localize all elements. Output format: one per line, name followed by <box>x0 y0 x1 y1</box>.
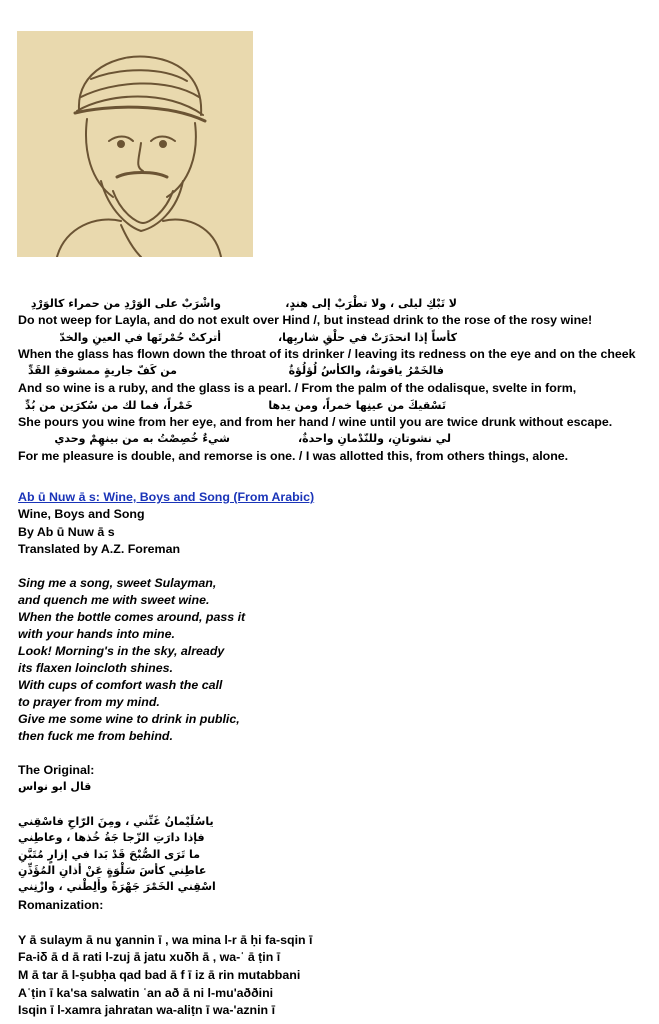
romanization-line: Fa-iδ ā d ā rati l-zuj ā jatu xuδh ā , wa-ʿ ā ṭin ī <box>18 950 281 964</box>
poem-arabic-1-left: واشْرَبْ على الوَرْدِ من حمراء كالوَرْدِ <box>30 297 221 310</box>
original-line: عاطِني كأسَ سَلْوَةٍ عَنْ أذانِ المُؤَذِّنِ <box>18 864 207 877</box>
poem-arabic-4-right: تَسْقيكَ من عينِها خمراً، ومن يدها <box>268 399 446 412</box>
original-line: اسْقِني الخَمْرَ جَهْرَةً وأَلِطْني ، وازْنِني <box>18 880 216 893</box>
poem-arabic-4-left: خَمْراً، فما لك من سُكرَين من بُدِّ <box>24 399 193 412</box>
translation-line: Sing me a song, sweet Sulayman, <box>18 576 217 590</box>
poem-title: Wine, Boys and Song <box>18 507 145 521</box>
poet-portrait <box>17 31 253 257</box>
poem-arabic-2-right: كأساً إذا انحدَرَتْ في حلْقِ شاربِها، <box>277 331 457 344</box>
translation-line: With cups of comfort wash the call <box>18 678 223 692</box>
poem-arabic-1-right: لا تَبْكِ ليلى ، ولا تطْرَبْ إلى هندٍ، <box>285 297 457 310</box>
poem-arabic-3-left: من كَفّ جاريةٍ ممشوقةِ القَدِّ <box>27 364 177 377</box>
original-attribution: قال ابو نواس <box>18 780 92 793</box>
romanization-line: Aʿṭin ī ka'sa salwatin ʿan að ā ni l-mu'aððini <box>18 986 274 1000</box>
romanization-line: Y ā sulaym ā nu ɣannin ī , wa mina l-r ā ḥi fa-sqin ī <box>18 933 313 947</box>
original-label: The Original: <box>18 763 95 777</box>
poem-english-line-2: When the glass has flown down the throat of its drinker / leaving its redness on the eye and on the cheek <box>18 347 636 361</box>
translation-line: then fuck me from behind. <box>18 729 173 743</box>
original-line: فإذا دارَتِ الزّجا جَةُ خُذها ، وعاطِني <box>18 831 205 844</box>
romanization-label: Romanization: <box>18 898 104 912</box>
translation-line: its flaxen loincloth shines. <box>18 661 173 675</box>
translation-line: When the bottle comes around, pass it <box>18 610 246 624</box>
original-line: ما تَرَى الصُّبْحَ قَدْ بَدا في إزارٍ مُتَبَّنِ <box>18 848 200 861</box>
poem-arabic-3-right: فالخَمْرُ ياقوتةٌ، والكأسُ لُؤلُؤةٌ <box>288 364 444 377</box>
poem-arabic-2-left: أتركتْ حُمْرتَها في العينِ والخدّ <box>59 331 221 344</box>
poem-english-line-1: Do not weep for Layla, and do not exult over Hind /, but instead drink to the rose of the rosy wine! <box>18 313 593 327</box>
translation-line: to prayer from my mind. <box>18 695 160 709</box>
poem-english-line-3: And so wine is a ruby, and the glass is a pearl. / From the palm of the odalisque, svelte in form, <box>18 381 577 395</box>
poem-english-line-5: For me pleasure is double, and remorse is one. / I was allotted this, from others things, alone. <box>18 449 569 463</box>
poem-arabic-5-right: لي نشوتانِ، وللنّدْمانِ واحدةٌ، <box>298 432 451 445</box>
poem-english-line-4: She pours you wine from her eye, and from her hand / wine until you are twice drunk without escape. <box>18 415 613 429</box>
romanization-line: M ā tar ā l-ṣubḥa qad bad ā f ī iz ā rin mutabbani <box>18 968 301 982</box>
translation-line: and quench me with sweet wine. <box>18 593 210 607</box>
translation-line: Look! Morning's in the sky, already <box>18 644 225 658</box>
poem-title-link[interactable]: Ab ū Nuw ā s: Wine, Boys and Song (From Arabic) <box>18 490 315 504</box>
translation-line: Give me some wine to drink in public, <box>18 712 240 726</box>
poem-author: By Ab ū Nuw ā s <box>18 525 115 539</box>
portrait-sketch-icon <box>17 31 253 257</box>
poem-translator: Translated by A.Z. Foreman <box>18 542 181 556</box>
romanization-line: Isqin ī l-xamra jahratan wa-aliṭn ī wa-'aznin ī <box>18 1003 276 1017</box>
translation-line: with your hands into mine. <box>18 627 175 641</box>
original-line: ياسُلَيْمانُ غَنِّني ، ومِنَ الرّاحِ فاسْقِني <box>18 815 214 828</box>
poem-arabic-5-left: شيءٌ خُصِصْتُ به من بينهِمْ وحدي <box>54 432 230 445</box>
